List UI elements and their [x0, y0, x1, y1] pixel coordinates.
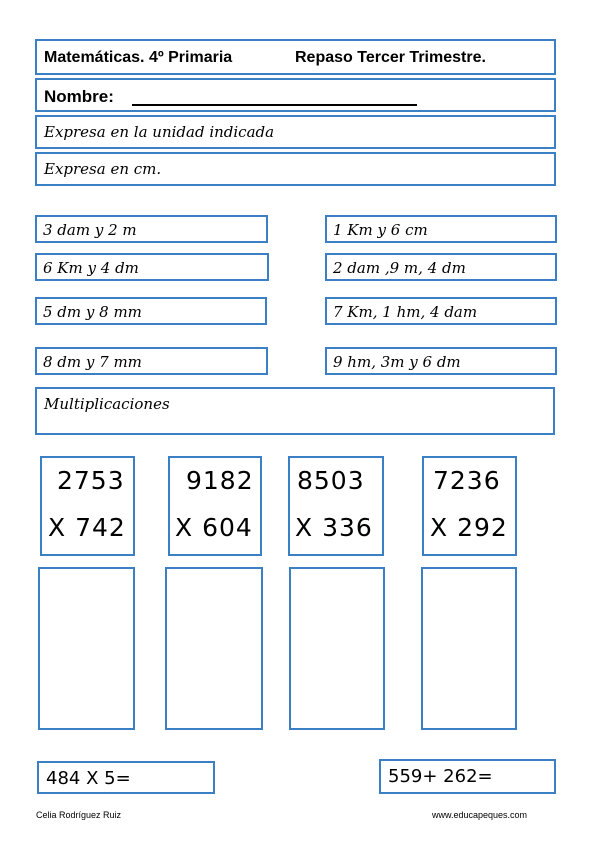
- conversion-text: 9 hm, 3m y 6 dm: [333, 353, 461, 371]
- multiplier: X 742: [48, 513, 126, 542]
- conversion-text: 8 dm y 7 mm: [43, 353, 142, 371]
- name-label: Nombre:: [44, 87, 114, 106]
- name-input-line[interactable]: [132, 104, 417, 106]
- instruction-box: [35, 115, 556, 149]
- worksheet-header: [35, 39, 556, 75]
- conversion-item[interactable]: [325, 297, 557, 325]
- multiplier: X 604: [175, 513, 253, 542]
- conversion-item[interactable]: [35, 297, 267, 325]
- conversion-item[interactable]: [35, 215, 268, 243]
- multiplicand: 8503: [297, 466, 365, 495]
- exercise-text: 484 X 5=: [46, 768, 131, 789]
- exercise-box[interactable]: [37, 761, 215, 794]
- multiplicand: 7236: [433, 466, 501, 495]
- multiplications-title: Multiplicaciones: [44, 395, 170, 413]
- conversion-item[interactable]: [35, 347, 268, 375]
- conversion-item[interactable]: [325, 253, 557, 281]
- multiplication-problem: [40, 456, 135, 556]
- multiplications-title-box: [35, 387, 555, 435]
- multiplicand: 2753: [57, 466, 125, 495]
- answer-box[interactable]: [421, 567, 517, 730]
- exercise-text: 559+ 262=: [388, 766, 493, 787]
- conversion-item[interactable]: [325, 215, 557, 243]
- multiplication-problem: [288, 456, 384, 556]
- multiplier: X 336: [295, 513, 373, 542]
- conversion-item[interactable]: [35, 253, 269, 281]
- multiplicand: 9182: [186, 466, 254, 495]
- conversion-item[interactable]: [325, 347, 557, 375]
- exercise-box[interactable]: [379, 759, 556, 794]
- name-row: [35, 78, 556, 112]
- conversion-text: 3 dam y 2 m: [43, 221, 137, 239]
- topic-title: Repaso Tercer Trimestre.: [295, 49, 486, 66]
- conversion-text: 1 Km y 6 cm: [333, 221, 428, 239]
- answer-box[interactable]: [165, 567, 263, 730]
- conversion-text: 7 Km, 1 hm, 4 dam: [333, 303, 478, 321]
- multiplication-problem: [168, 456, 262, 556]
- instruction-text: Expresa en la unidad indicada: [44, 123, 275, 141]
- sub-instruction-text: Expresa en cm.: [44, 160, 162, 178]
- sub-instruction-box: [35, 152, 556, 186]
- footer-website[interactable]: www.educapeques.com: [432, 810, 528, 820]
- subject-title: Matemáticas. 4º Primaria: [44, 49, 233, 66]
- conversion-text: 6 Km y 4 dm: [43, 259, 139, 277]
- conversion-text: 5 dm y 8 mm: [43, 303, 142, 321]
- multiplier: X 292: [430, 513, 508, 542]
- answer-box[interactable]: [38, 567, 135, 730]
- multiplication-problem: [422, 456, 517, 556]
- answer-box[interactable]: [289, 567, 385, 730]
- footer-author: Celia Rodríguez Ruiz: [36, 810, 122, 820]
- conversion-text: 2 dam ,9 m, 4 dm: [333, 259, 466, 277]
